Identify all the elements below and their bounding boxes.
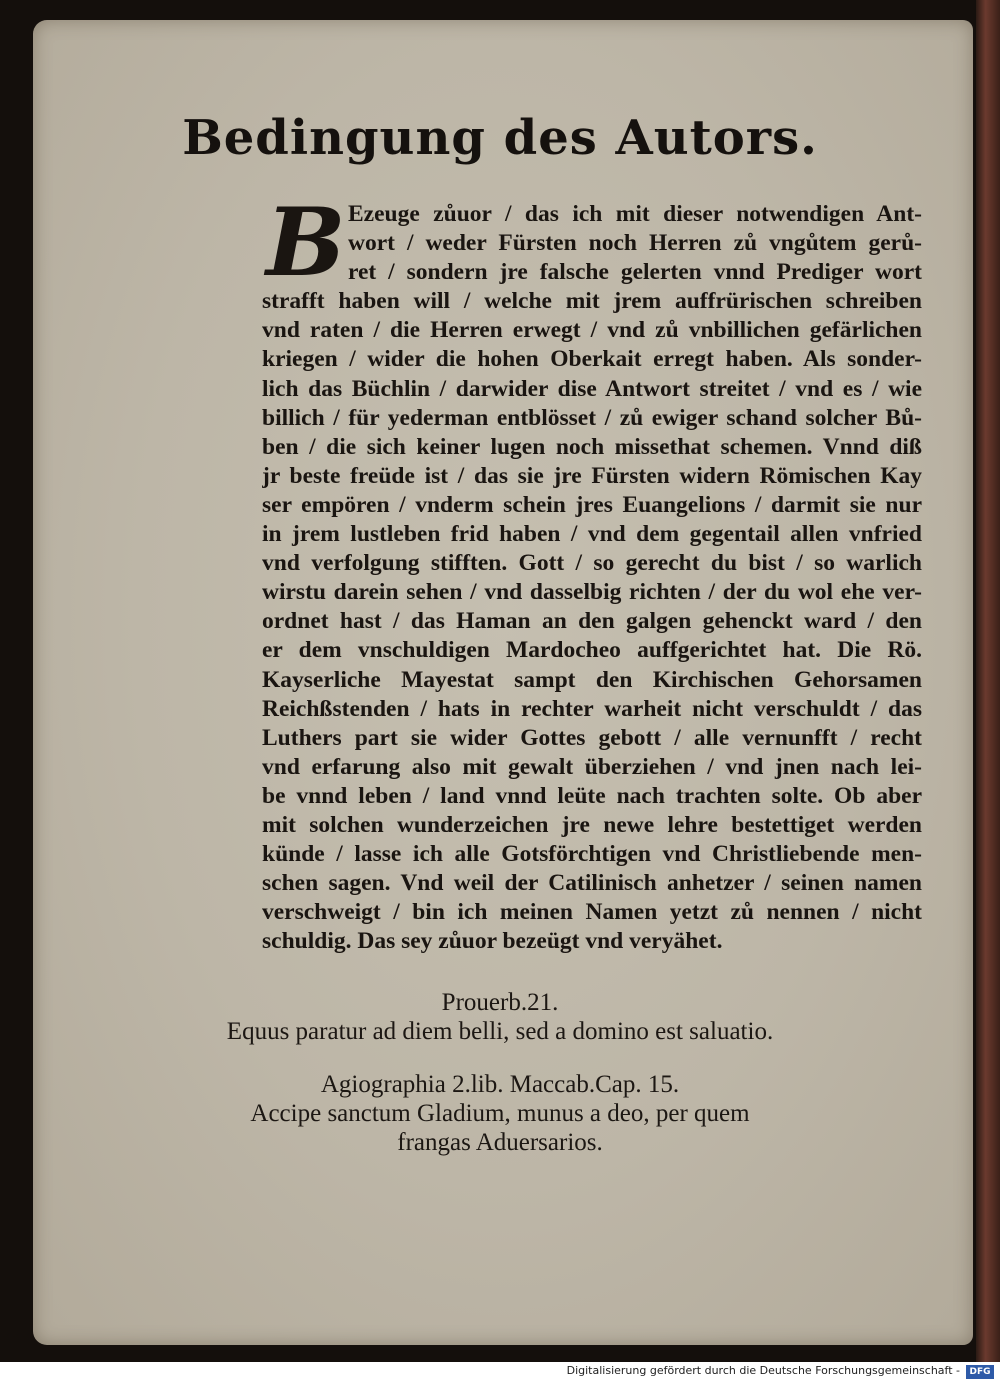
text-line: kriegen / wider die hohen Oberkait erregt haben. Als sonder- (262, 346, 922, 373)
text-line: billich / für yederman entblösset / zů ewiger schand solcher Bů- (262, 404, 922, 431)
text-line: ordnet hast / das Haman an den galgen gehenckt ward / den (262, 608, 922, 635)
quote-reference: Agiographia 2.lib. Maccab.Cap. 15. (320, 1071, 680, 1098)
text-line: mit solchen wunderzeichen jre newe lehre bestettiget werden (262, 811, 922, 838)
text-line: wirstu darein sehen / vnd dasselbig richten / der du wol ehe ver- (262, 579, 922, 606)
text-line: verschweigt / bin ich meinen Namen yetzt zů nennen / nicht (262, 899, 922, 926)
quote-proverbs (0, 988, 1000, 1046)
text-line: lich das Büchlin / darwider dise Antwort streitet / vnd es / wie (262, 375, 922, 402)
body-text (262, 188, 922, 956)
quote-text: Equus paratur ad diem belli, sed a domino est saluatio. (226, 1018, 774, 1045)
text-line: be vnnd leben / land vnnd leüte nach trachten solte. Ob aber (262, 782, 922, 809)
book-edge (976, 0, 1000, 1362)
text-line: vnd erfarung also mit gewalt überziehen / vnd jnen nach lei- (262, 753, 922, 780)
quote-text-line: frangas Aduersarios. (397, 1129, 603, 1156)
text-line: in jrem lustleben frid haben / vnd dem gegentail allen vnfried (262, 521, 922, 548)
text-line: ret / sondern jre falsche gelerten vnnd Prediger wort (348, 259, 922, 286)
text-line: ben / die sich keiner lugen noch missethat schemen. Vnnd diß (262, 433, 922, 460)
text-line: Ezeuge zůuor / das ich mit dieser notwendigen Ant- (348, 201, 922, 227)
dfg-logo: DFG (966, 1365, 994, 1379)
text-line: ser empören / vnderm schein jres Euangelions / darmit sie nur (262, 491, 922, 518)
text-line: künde / lasse ich alle Gotsförchtigen vnd Christliebende men- (262, 841, 922, 868)
text-line: jr beste freüde ist / das sie jre Fürsten widern Römischen Kay (262, 462, 922, 489)
text-line: strafft haben will / welche mit jrem auffrürischen schreiben (262, 288, 922, 315)
text-line: Kayserliche Mayestat sampt den Kirchischen Gehorsamen (262, 666, 922, 693)
text-line: vnd raten / die Herren erwegt / vnd zů vnbillichen gefärlichen (262, 317, 922, 344)
footer-credit: Digitalisierung gefördert durch die Deutsche Forschungsgemeinschaft - (566, 1364, 960, 1377)
quote-text-line: Accipe sanctum Gladium, munus a deo, per quem (250, 1100, 750, 1127)
text-line: schuldig. Das sey zůuor bezeügt vnd veryähet. (262, 928, 723, 955)
text-line: Reichßstenden / hats in rechter warheit nicht verschuldt / das (262, 695, 922, 722)
text-line: schen sagen. Vnd weil der Catilinisch anhetzer / seinen namen (262, 870, 922, 897)
quote-maccabees (0, 1070, 1000, 1157)
quote-reference: Prouerb.21. (441, 989, 559, 1016)
text-line: er dem vnschuldigen Mardocheo auffgerichtet hat. Die Rö. (262, 637, 922, 664)
text-line: wort / weder Fürsten noch Herren zů vngůtem gerů- (348, 230, 922, 257)
text-line: Luthers part sie wider Gottes gebott / alle vernunfft / recht (262, 724, 922, 751)
text-line: vnd verfolgung stifften. Gott / so gerecht du bist / so warlich (262, 550, 922, 577)
drop-cap-initial: B (266, 188, 346, 298)
page-title: Bedingung des Autors. (182, 110, 818, 166)
